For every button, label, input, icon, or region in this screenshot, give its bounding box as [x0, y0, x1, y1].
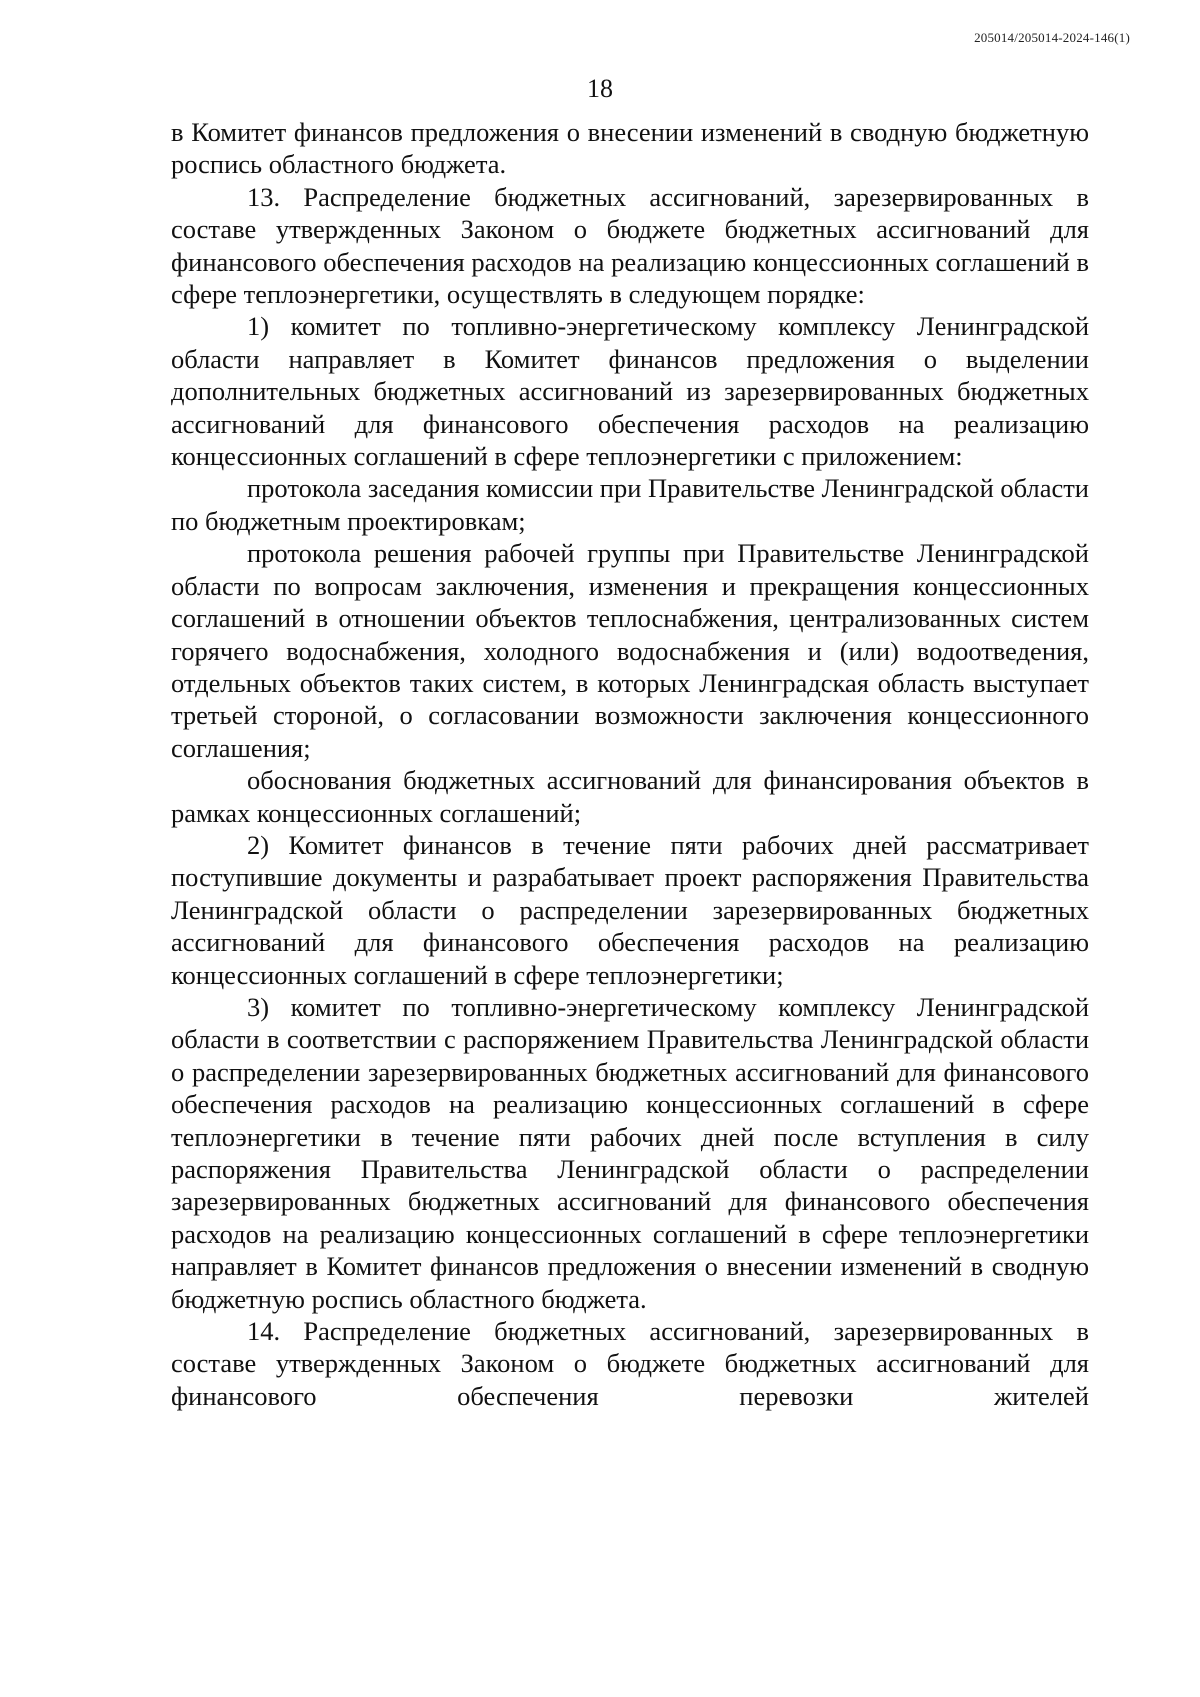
paragraph-item-13: 13. Распределение бюджетных ассигнований, зарезервированных в составе утвержденных Законом о бюджете бюджетных ассигнований для финансового обеспечения расходов на реализацию концессионных соглашений в сфере теплоэнергетики, осуществлять в следующем порядке: — [171, 181, 1089, 310]
paragraph-item-14: 14. Распределение бюджетных ассигнований, зарезервированных в составе утвержденных Законом о бюджете бюджетных ассигнований для финансового обеспечения перевозки жителей — [171, 1316, 1089, 1411]
paragraph-subitem-3: 3) комитет по топливно-энергетическому комплексу Ленинградской области в соответствии с распоряжением Правительства Ленинградской области о распределении зарезервированных бюджетных ассигнований для финансового обеспечения расходов на реализацию концессионных соглашений в сфере теплоэнергетики в течение пяти рабочих дней после вступления в силу распоряжения Правительства Ленинградской области о распределении зарезервированных бюджетных ассигнований для финансового обеспечения расходов на реализацию концессионных соглашений в сфере теплоэнергетики направляет в Комитет финансов предложения о внесении изменений в сводную бюджетную роспись областного бюджета. — [171, 991, 1089, 1314]
paragraph-attachment-budget-protocol: протокола заседания комиссии при Правительстве Ленинградской области по бюджетным проектировкам; — [171, 473, 1089, 536]
document-body — [171, 116, 1089, 1412]
paragraph-subitem-1: 1) комитет по топливно-энергетическому комплексу Ленинградской области направляет в Комитет финансов предложения о выделении дополнительных бюджетных ассигнований из зарезервированных бюджетных ассигнований для финансового обеспечения расходов на реализацию концессионных соглашений в сфере теплоэнергетики с приложением: — [171, 311, 1089, 472]
paragraph-attachment-working-group-protocol: протокола решения рабочей группы при Правительстве Ленинградской области по вопросам заключения, изменения и прекращения концессионных соглашений в отношении объектов теплоснабжения, централизованных систем горячего водоснабжения, холодного водоснабжения и (или) водоотведения, отдельных объектов таких систем, в которых Ленинградская область выступает третьей стороной, о согласовании возможности заключения концессионного соглашения; — [171, 538, 1089, 763]
paragraph-subitem-2: 2) Комитет финансов в течение пяти рабочих дней рассматривает поступившие документы и разрабатывает проект распоряжения Правительства Ленинградской области о распределении зарезервированных бюджетных ассигнований для финансового обеспечения расходов на реализацию концессионных соглашений в сфере теплоэнергетики; — [171, 829, 1089, 990]
paragraph-continuation: в Комитет финансов предложения о внесении изменений в сводную бюджетную роспись областного бюджета. — [171, 117, 1089, 180]
document-id: 205014/205014-2024-146(1) — [974, 30, 1130, 45]
page-number: 18 — [587, 74, 613, 103]
paragraph-attachment-justification: обоснования бюджетных ассигнований для финансирования объектов в рамках концессионных соглашений; — [171, 765, 1089, 828]
